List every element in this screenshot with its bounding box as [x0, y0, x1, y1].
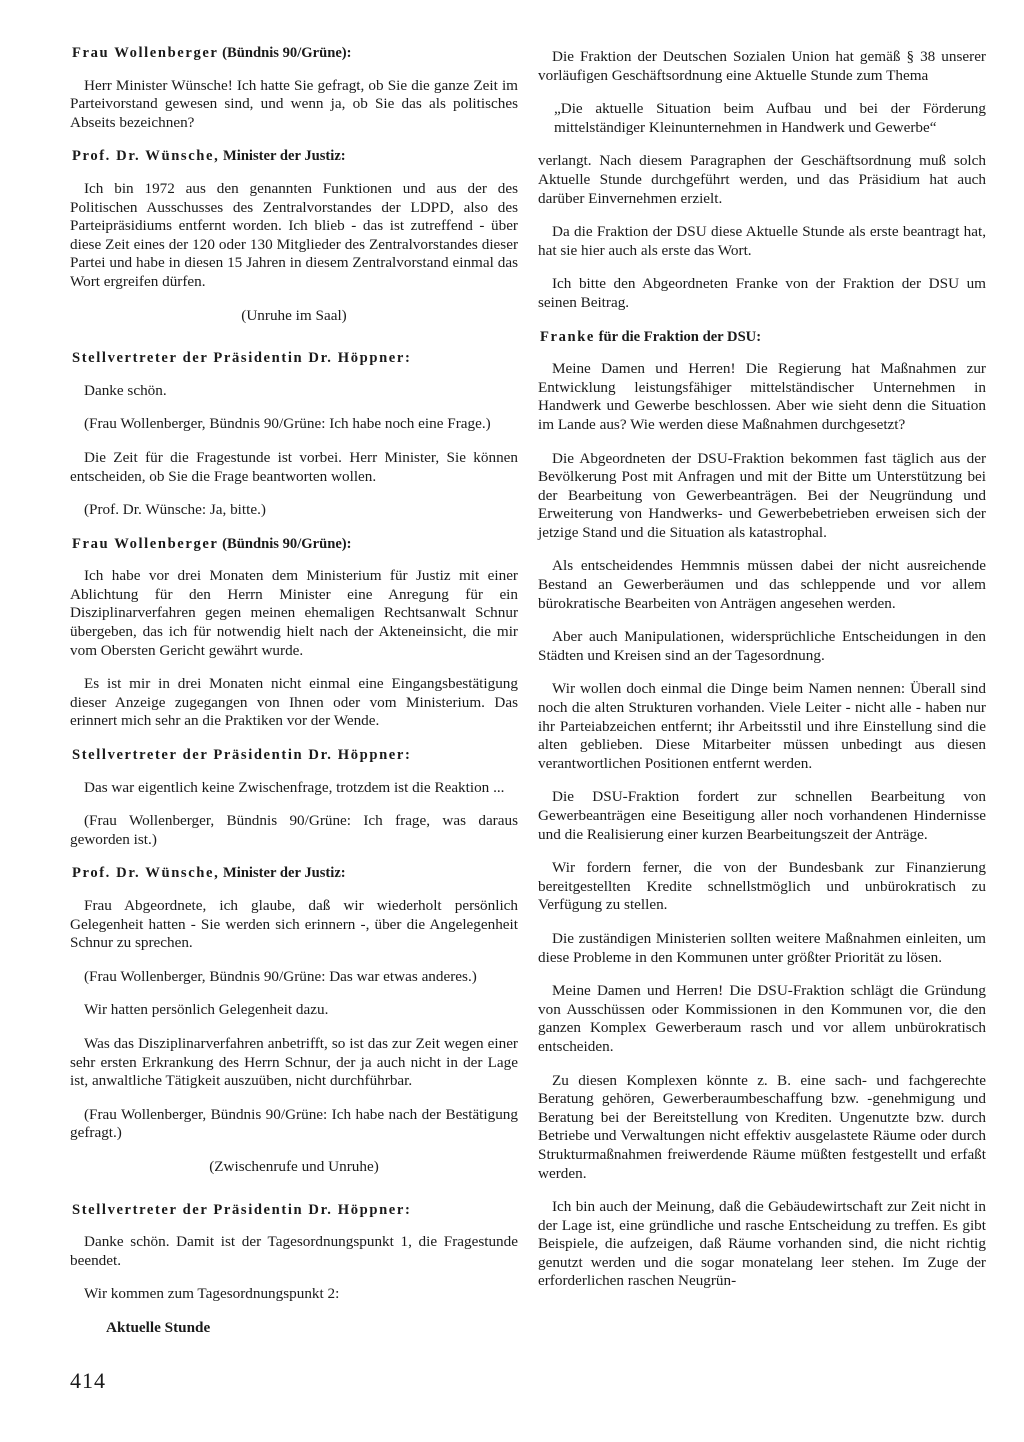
paragraph: Meine Damen und Herren! Die Regierung hat Maßnahmen zur Entwicklung leistungsfähiger mittelständischer Unternehmen in Handwerk und Gewerbe beschlossen. Aber wie sieht denn die Situation im Lande aus? Wie werden diese Maßnahmen durchgesetzt?	[538, 360, 986, 433]
paragraph: Ich bin auch der Meinung, daß die Gebäudewirtschaft zur Zeit nicht in der Lage ist, eine gründliche und rasche Entscheidung zu treffen. Es gibt Beispiele, die aufzeigen, daß Räume vorhanden sind, die nicht richtig genutzt werden und die sogar monatelang leer stehen. Im Zuge der erforderlichen raschen Neugrün-	[538, 1198, 986, 1290]
agenda-item-title: Aktuelle Stunde	[106, 1318, 211, 1336]
paragraph: Als entscheidendes Hemmnis müssen dabei der nicht ausreichende Bestand an Gewerberäumen und das schleppende und vor allem bürokratische Bearbeiten von Anträgen angesehen werden.	[538, 557, 986, 612]
speaker-heading	[70, 44, 518, 63]
speaker-heading	[70, 147, 518, 166]
speaker-heading	[70, 864, 518, 883]
paragraph: Die DSU-Fraktion fordert zur schnellen Bearbeitung von Gewerbeanträgen eine Beseitigung aller noch vorhandenen Hindernisse und die Realisierung einer kurzen Bearbeitungszeit der Anträge.	[538, 788, 986, 843]
speaker-name: Franke	[540, 328, 595, 345]
paragraph: Ich bitte den Abgeordneten Franke von der Fraktion der DSU um seinen Beitrag.	[538, 275, 986, 311]
quoted-topic: „Die aktuelle Situation beim Aufbau und bei der Förderung mittelständiger Kleinunternehmen in Handwerk und Gewerbe“	[554, 100, 986, 136]
paragraph: Aber auch Manipulationen, widersprüchliche Entscheidungen in den Städten und Kreisen sind an der Tagesordnung.	[538, 628, 986, 664]
paragraph: Wir fordern ferner, die von der Bundesbank zur Finanzierung bereitgestellten Kredite schnellstmöglich und unbürokratisch zu Verfügung zu stellen.	[538, 859, 986, 914]
speaker-role: für die Fraktion der DSU:	[598, 328, 762, 345]
speaker-name: Frau Wollenberger	[72, 45, 219, 61]
paragraph: Wir hatten persönlich Gelegenheit dazu.	[84, 1001, 329, 1019]
paragraph: Die Fraktion der Deutschen Sozialen Union hat gemäß § 38 unserer vorläufigen Geschäftsordnung eine Aktuelle Stunde zum Thema	[538, 48, 986, 84]
paragraph: Die Zeit für die Fragestunde ist vorbei. Herr Minister, Sie können entscheiden, ob Sie die Frage beantworten wollen.	[70, 448, 518, 485]
paragraph: verlangt. Nach diesem Paragraphen der Geschäftsordnung muß solch Aktuelle Stunde durchgeführt werden, und das Präsidium hat auch darüber Einvernehmen erzielt.	[538, 152, 986, 207]
stage-direction: (Zwischenrufe und Unruhe)	[209, 1157, 379, 1175]
paragraph: Wir kommen zum Tagesordnungspunkt 2:	[84, 1285, 340, 1303]
speaker-name: Frau Wollenberger	[72, 535, 219, 552]
left-column	[70, 44, 518, 1338]
speaker-role: Minister der Justiz:	[222, 865, 346, 882]
paragraph: Ich habe vor drei Monaten dem Ministerium für Justiz mit einer Ablichtung für den Herrn Minister eine Anregung für ein Disziplinarverfahren gegen meinen ehemaligen Rechtsanwalt Schnur übergeben, das ich für notwendig hielt nach der Akteneinsicht, die mir vom Obersten Gericht gewährt wurde.	[70, 567, 518, 659]
speaker-name: Stellvertreter der Präsidentin Dr. Höppner:	[72, 1201, 412, 1218]
speaker-name: Stellvertreter der Präsidentin Dr. Höppner:	[72, 747, 412, 764]
page-number: 414	[70, 1368, 106, 1393]
speaker-role: Minister der Justiz:	[222, 148, 346, 165]
paragraph: Das war eigentlich keine Zwischenfrage, trotzdem ist die Reaktion ...	[84, 778, 505, 796]
stage-direction: (Unruhe im Saal)	[241, 306, 347, 324]
speaker-name: Prof. Dr. Wünsche,	[72, 148, 220, 165]
paragraph: Herr Minister Wünsche! Ich hatte Sie gefragt, ob Sie die ganze Zeit im Parteivorstand gewesen sind, und wenn ja, ob Sie das als politisches Abseits bezeichnen?	[70, 76, 518, 131]
paragraph: Es ist mir in drei Monaten nicht einmal eine Eingangsbestätigung dieser Anzeige zugegangen von Ihnen oder vom Ministerium. Das erinnert mich sehr an die Praktiken vor der Wende.	[70, 675, 518, 730]
paragraph: Wir wollen doch einmal die Dinge beim Namen nennen: Überall sind noch die alten Strukturen vorhanden. Viele Leiter - nicht alle - haben nur ihr Parteiabzeichen entfernt; ihr Arbeitsstil und ihre Einstellung sind die alten geblieben. Diese Mitarbeiter müssen unbedingt aus diesen verantwortlichen Positionen entfernt werden.	[538, 680, 986, 772]
interjection: (Prof. Dr. Wünsche: Ja, bitte.)	[84, 501, 266, 519]
speaker-name: Stellvertreter der Präsidentin Dr. Höppner:	[72, 350, 412, 367]
paragraph: Was das Disziplinarverfahren anbetrifft, so ist das zur Zeit wegen einer sehr ersten Erkrankung des Herrn Schnur, der ja auch nicht in der Lage ist, anwaltliche Tätigkeit auszuüben, nicht durchführbar.	[70, 1034, 518, 1090]
speaker-heading	[70, 1201, 518, 1220]
right-column	[538, 48, 986, 1306]
speaker-role: (Bündnis 90/Grüne):	[222, 535, 352, 552]
speaker-heading	[538, 328, 986, 347]
interjection: (Frau Wollenberger, Bündnis 90/Grüne: Ich habe noch eine Frage.)	[84, 415, 491, 433]
interjection: (Frau Wollenberger, Bündnis 90/Grüne: Ich frage, was daraus geworden ist.)	[70, 812, 518, 848]
paragraph: Frau Abgeordnete, ich glaube, daß wir wiederholt persönlich Gelegenheit hatten - Sie werden sich erinnern -, über die Angelegenheit Schnur zu sprechen.	[70, 897, 518, 952]
paragraph: Zu diesen Komplexen könnte z. B. eine sach- und fachgerechte Beratung gehören, Gewerberaumbeschaffung bzw. -genehmigung und Beratung bei der Bereitstellung von Krediten. Ungenutzte bzw. durch Betriebe und Verwaltungen nicht effektiv ausgelastete Räume oder durch Strukturmaßnahmen freiwerdende Räume müßten festgestellt und erfaßt werden.	[538, 1071, 986, 1182]
paragraph: Die Abgeordneten der DSU-Fraktion bekommen fast täglich aus der Bevölkerung Post mit Anfragen und mit der Bitte um Unterstützung bei der Bearbeitung von Gewerbeanträgen. Bei der Neugründung und Erweiterung von Handwerks- und Gewerbebetrieben erweisen sich der jetzige Stand und die Situation als katastrophal.	[538, 449, 986, 541]
paragraph: Danke schön.	[84, 381, 167, 399]
paragraph: Ich bin 1972 aus den genannten Funktionen und aus der des Politischen Ausschusses des Zentralvorstandes der LDPD, also des Parteipräsidiums entfernt worden. Ich blieb - das ist zutreffend - über diese Zeit eines der 120 oder 130 Mitglieder des Zentralvorstandes dieser Partei und habe in diesen 15 Jahren in diesem Zentralvorstand einmal das Wort ergreifen dürfen.	[70, 179, 518, 290]
paragraph: Da die Fraktion der DSU diese Aktuelle Stunde als erste beantragt hat, hat sie hier auch als erste das Wort.	[538, 223, 986, 259]
speaker-name: Prof. Dr. Wünsche,	[72, 865, 220, 882]
speaker-heading	[70, 535, 518, 554]
speaker-role: (Bündnis 90/Grüne):	[222, 45, 352, 61]
interjection: (Frau Wollenberger, Bündnis 90/Grüne: Ich habe nach der Bestätigung gefragt.)	[70, 1105, 518, 1142]
speaker-heading	[70, 349, 518, 368]
paragraph: Die zuständigen Ministerien sollten weitere Maßnahmen einleiten, um diese Probleme in den Kommunen unter größter Priorität zu lösen.	[538, 929, 986, 966]
interjection: (Frau Wollenberger, Bündnis 90/Grüne: Das war etwas anderes.)	[84, 967, 477, 985]
paragraph: Danke schön. Damit ist der Tagesordnungspunkt 1, die Fragestunde beendet.	[70, 1233, 518, 1269]
speaker-heading	[70, 746, 518, 765]
paragraph: Meine Damen und Herren! Die DSU-Fraktion schlägt die Gründung von Ausschüssen oder Kommissionen in den Kommunen vor, die den ganzen Komplex Gewerberaum rasch und vor allem unbürokratisch entscheiden.	[538, 982, 986, 1055]
